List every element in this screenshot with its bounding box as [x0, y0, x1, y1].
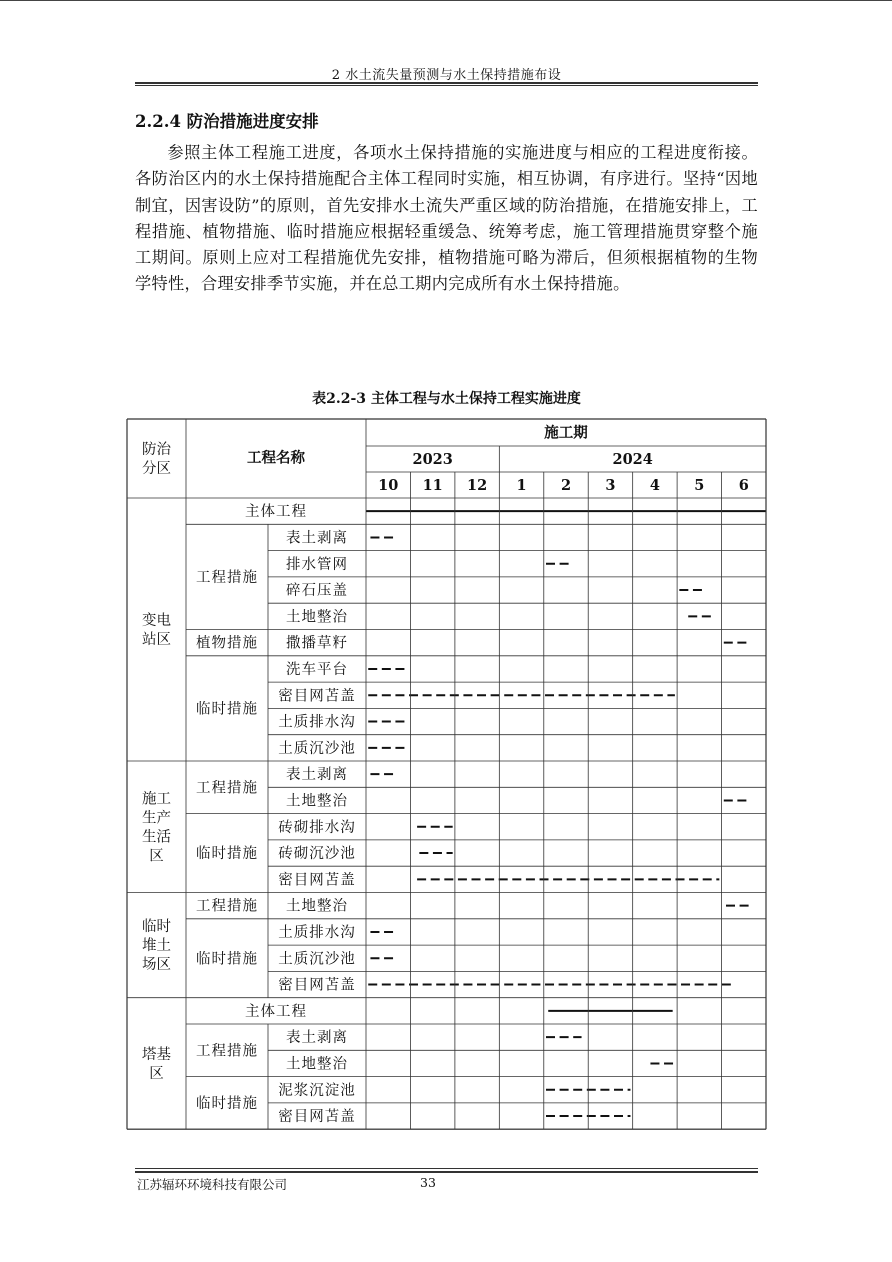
header-month: 2: [560, 477, 572, 494]
header-month: 3: [605, 477, 616, 494]
item-label: 砖砌排水沟: [278, 819, 356, 836]
header-year: 2024: [612, 451, 653, 468]
header-month: 5: [694, 477, 705, 494]
item-label: 表土剥离: [286, 530, 348, 547]
group-label: 工程措施: [196, 780, 258, 797]
footer-rule-thin: [135, 1168, 758, 1169]
group-label: 临时措施: [196, 1095, 258, 1112]
group-label: 临时措施: [196, 951, 258, 968]
item-label: 密目网苫盖: [278, 1109, 356, 1126]
section-heading: 2.2.4 防治措施进度安排: [135, 112, 319, 131]
zone-label: 塔基区: [142, 1046, 171, 1082]
zone-label: 施工生产生活区: [142, 791, 171, 865]
group-label: 工程措施: [196, 1043, 258, 1060]
group-label: 临时措施: [196, 846, 258, 863]
item-label: 土质排水沟: [278, 924, 356, 941]
header-month: 10: [378, 477, 399, 494]
item-label: 碎石压盖: [286, 583, 348, 600]
item-label: 密目网苫盖: [278, 872, 356, 889]
table-caption: 表2.2-3 主体工程与水土保持工程实施进度: [312, 391, 581, 407]
group-label: 工程措施: [196, 569, 258, 586]
header-construction-period: 施工期: [544, 424, 588, 442]
item-label: 土地整治: [286, 609, 348, 626]
header-month: 6: [738, 477, 749, 494]
group-label: 工程措施: [196, 898, 258, 915]
item-label: 土质排水沟: [278, 714, 356, 731]
item-label: 土地整治: [286, 1056, 348, 1073]
zone-label: 变电站区: [142, 613, 171, 648]
item-label: 土质沉沙池: [278, 951, 356, 968]
footer-company: 江苏辐环环境科技有限公司: [137, 1177, 288, 1192]
item-label: 表土剥离: [286, 1030, 348, 1047]
group-label: 植物措施: [196, 635, 258, 652]
item-label: 撒播草籽: [286, 635, 348, 652]
footer-rule: [135, 1171, 758, 1173]
item-label: 排水管网: [286, 556, 348, 573]
page-number: 33: [420, 1175, 436, 1190]
header-month: 12: [467, 477, 488, 494]
body-paragraph: 参照主体工程施工进度，各项水土保持措施的实施进度与相应的工程进度衔接。各防治区内的水土保持措施配合主体工程同时实施，相互协调，有序进行。坚持“因地制宜，因害设防”的原则，首先安排水土流失严重区域的防治措施，在措施安排上，工程措施、植物措施、临时措施应根据轻重缓急、统筹考虑，施工管理措施贯穿整个施工期间。原则上应对工程措施优先安排，植物措施可略为滞后，但须根据植物的生物学特性，合理安排季节实施，并在总工期内完成所有水土保持措施。: [135, 143, 758, 294]
item-label: 密目网苫盖: [278, 688, 356, 705]
item-label: 主体工程: [245, 504, 307, 521]
item-label: 主体工程: [245, 1003, 307, 1020]
group-label: 临时措施: [196, 701, 258, 718]
header-month: 1: [516, 477, 527, 494]
header-month: 11: [422, 477, 443, 494]
item-label: 洗车平台: [286, 661, 348, 678]
item-label: 密目网苫盖: [278, 977, 356, 994]
running-header: 2 水土流失量预测与水土保持措施布设: [331, 68, 562, 83]
item-label: 砖砌沉沙池: [278, 846, 356, 863]
header-month: 4: [649, 477, 660, 494]
header-project-name: 工程名称: [247, 449, 305, 467]
item-label: 表土剥离: [286, 767, 348, 784]
item-label: 土质沉沙池: [278, 740, 356, 757]
zone-label: 临时堆土场区: [142, 919, 171, 974]
header-year: 2023: [412, 451, 453, 468]
item-label: 土地整治: [286, 898, 348, 915]
header-zone: 防治分区: [142, 442, 171, 477]
item-label: 土地整治: [286, 793, 348, 810]
item-label: 泥浆沉淀池: [278, 1082, 356, 1099]
